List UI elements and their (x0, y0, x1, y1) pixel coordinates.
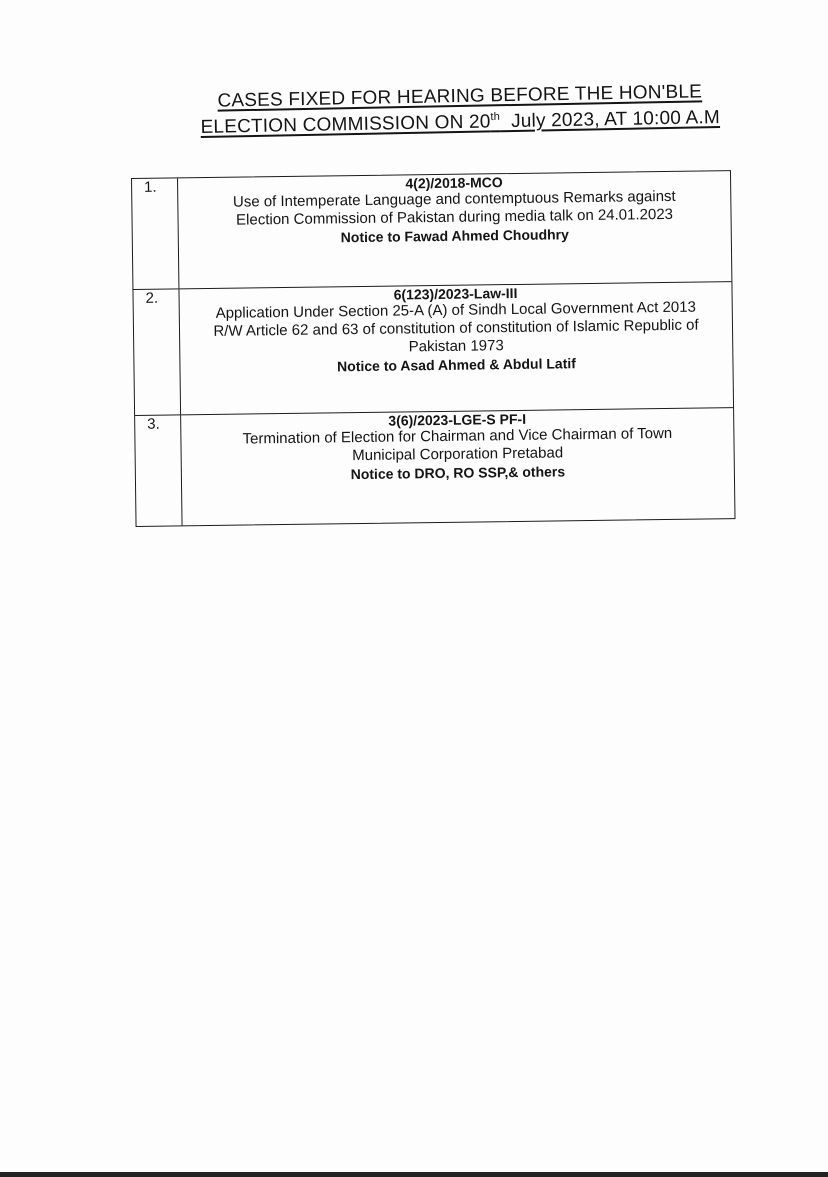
case-row (135, 408, 734, 526)
heading-line-2-pre: ELECTION COMMISSION ON 20 (200, 111, 491, 138)
case-row (133, 282, 733, 416)
case-subject-line: Municipal Corporation Pretabad (352, 444, 564, 465)
case-subject-line: Pakistan 1973 (408, 337, 504, 356)
case-row (132, 171, 731, 290)
case-details (179, 282, 733, 414)
case-file-number: 4(2)/2018-MCO (405, 174, 503, 192)
heading-line-2-sup: th (490, 110, 501, 124)
document-heading (150, 78, 771, 142)
case-subject-line: Use of Intemperate Language and contemptuous Remarks against (232, 187, 676, 211)
page-bottom-edge (0, 1172, 828, 1177)
case-subject-line: Application Under Section 25-A (A) of Sindh Local Government Act 2013 (215, 298, 696, 322)
case-subject-line: R/W Article 62 and 63 of constitution of constitution of Islamic Republic of (213, 316, 699, 340)
case-details (178, 171, 731, 288)
case-file-number: 6(123)/2023-Law-III (393, 284, 518, 303)
case-number: 1. (132, 178, 179, 289)
heading-line-2-post: July 2023, AT 10:00 A.M (499, 107, 721, 133)
case-file-number: 3(6)/2023-LGE-S PF-I (388, 410, 527, 429)
case-notice: Notice to Asad Ahmed & Abdul Latif (336, 355, 576, 375)
case-subject-line: Election Commission of Pakistan during media talk on 24.01.2023 (235, 205, 674, 229)
case-details (181, 408, 734, 525)
case-subject-line: Termination of Election for Chairman and Vice Chairman of Town (242, 424, 673, 448)
heading-line-1: CASES FIXED FOR HEARING BEFORE THE HON'BLE (217, 81, 703, 112)
case-number: 3. (135, 415, 182, 526)
case-notice: Notice to Fawad Ahmed Choudhry (340, 226, 569, 246)
case-notice: Notice to DRO, RO SSP,& others (350, 463, 566, 483)
cases-table (131, 170, 736, 527)
case-number: 2. (133, 289, 181, 415)
